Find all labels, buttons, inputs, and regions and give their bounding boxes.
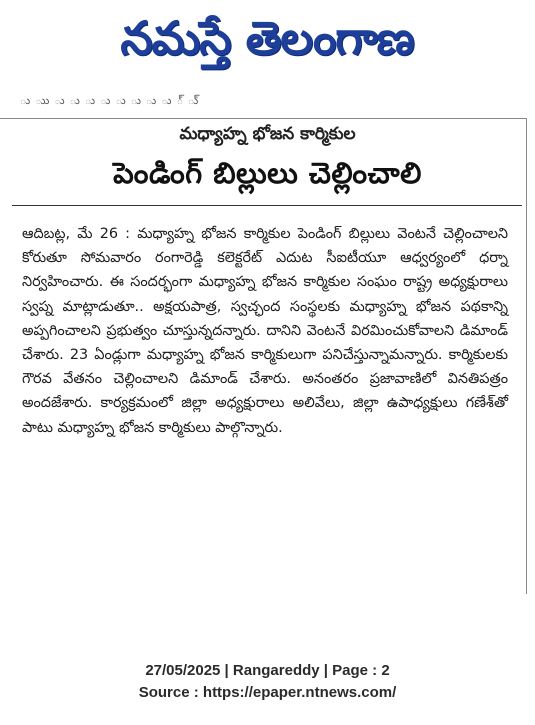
footer-date-edition: 27/05/2025 | Rangareddy | Page : 2 xyxy=(145,662,390,679)
clipping-footer xyxy=(0,660,535,704)
article-body: ఆదిబట్ల, మే 26 : మధ్యాహ్న భోజన కార్మికుల పెండింగ్ బిల్లులు వెంటనే చెల్లించాలని కోరుతూ సోమవారం రంగారెడ్డి కలెక్టరేట్ ఎదుట సీఐటీయూ ఆధ్వర్యంలో ధర్నా నిర్వహించారు. ఈ సందర్భంగా మధ్యాహ్న భోజన కార్మికుల సంఘం రాష్ట్ర అధ్యక్షురాలు స్వప్న మాట్లాడుతూ.. అక్షయపాత్ర, స్వచ్ఛంద సంస్థలకు మధ్యాహ్న భోజన పథకాన్ని అప్పగించాలని ప్రభుత్వం చూస్తున్నదన్నారు. దానిని వెంటనే విరమించుకోవాలని డిమాండ్ చేశారు. 23 ఏండ్లుగా మధ్యాహ్న భోజన కార్మికులుగా పనిచేస్తున్నామన్నారు. కార్మికులకు గౌరవ వేతనం చెల్లించాలని డిమాండ్ చేశారు. అనంతరం ప్రజావాణిలో వినతిపత్రం అందజేశారు. కార్యక్రమంలో జిల్లా అధ్యక్షురాలు అలివేలు, జిల్లా ఉపాధ్యక్షులు గణేశ్‌తో పాటు మధ్యాహ్న భోజన కార్మికులు పాల్గొన్నారు. xyxy=(22,226,508,436)
newspaper-masthead xyxy=(62,6,472,82)
article-kicker: మధ్యాహ్న భోజన కార్మికుల xyxy=(179,124,356,144)
article-headline: పెండింగ్ బిల్లులు చెల్లించాలి xyxy=(113,156,422,190)
clipped-text: ు ుు ు ు ు ు ు ు ు ు ్ ు్ xyxy=(20,94,201,106)
clipped-text-strip xyxy=(20,92,520,106)
footer-source[interactable]: Source : https://epaper.ntnews.com/ xyxy=(138,684,397,701)
headline-divider xyxy=(12,205,522,206)
masthead-title: నమస్తే తెలంగాణ xyxy=(120,11,414,65)
